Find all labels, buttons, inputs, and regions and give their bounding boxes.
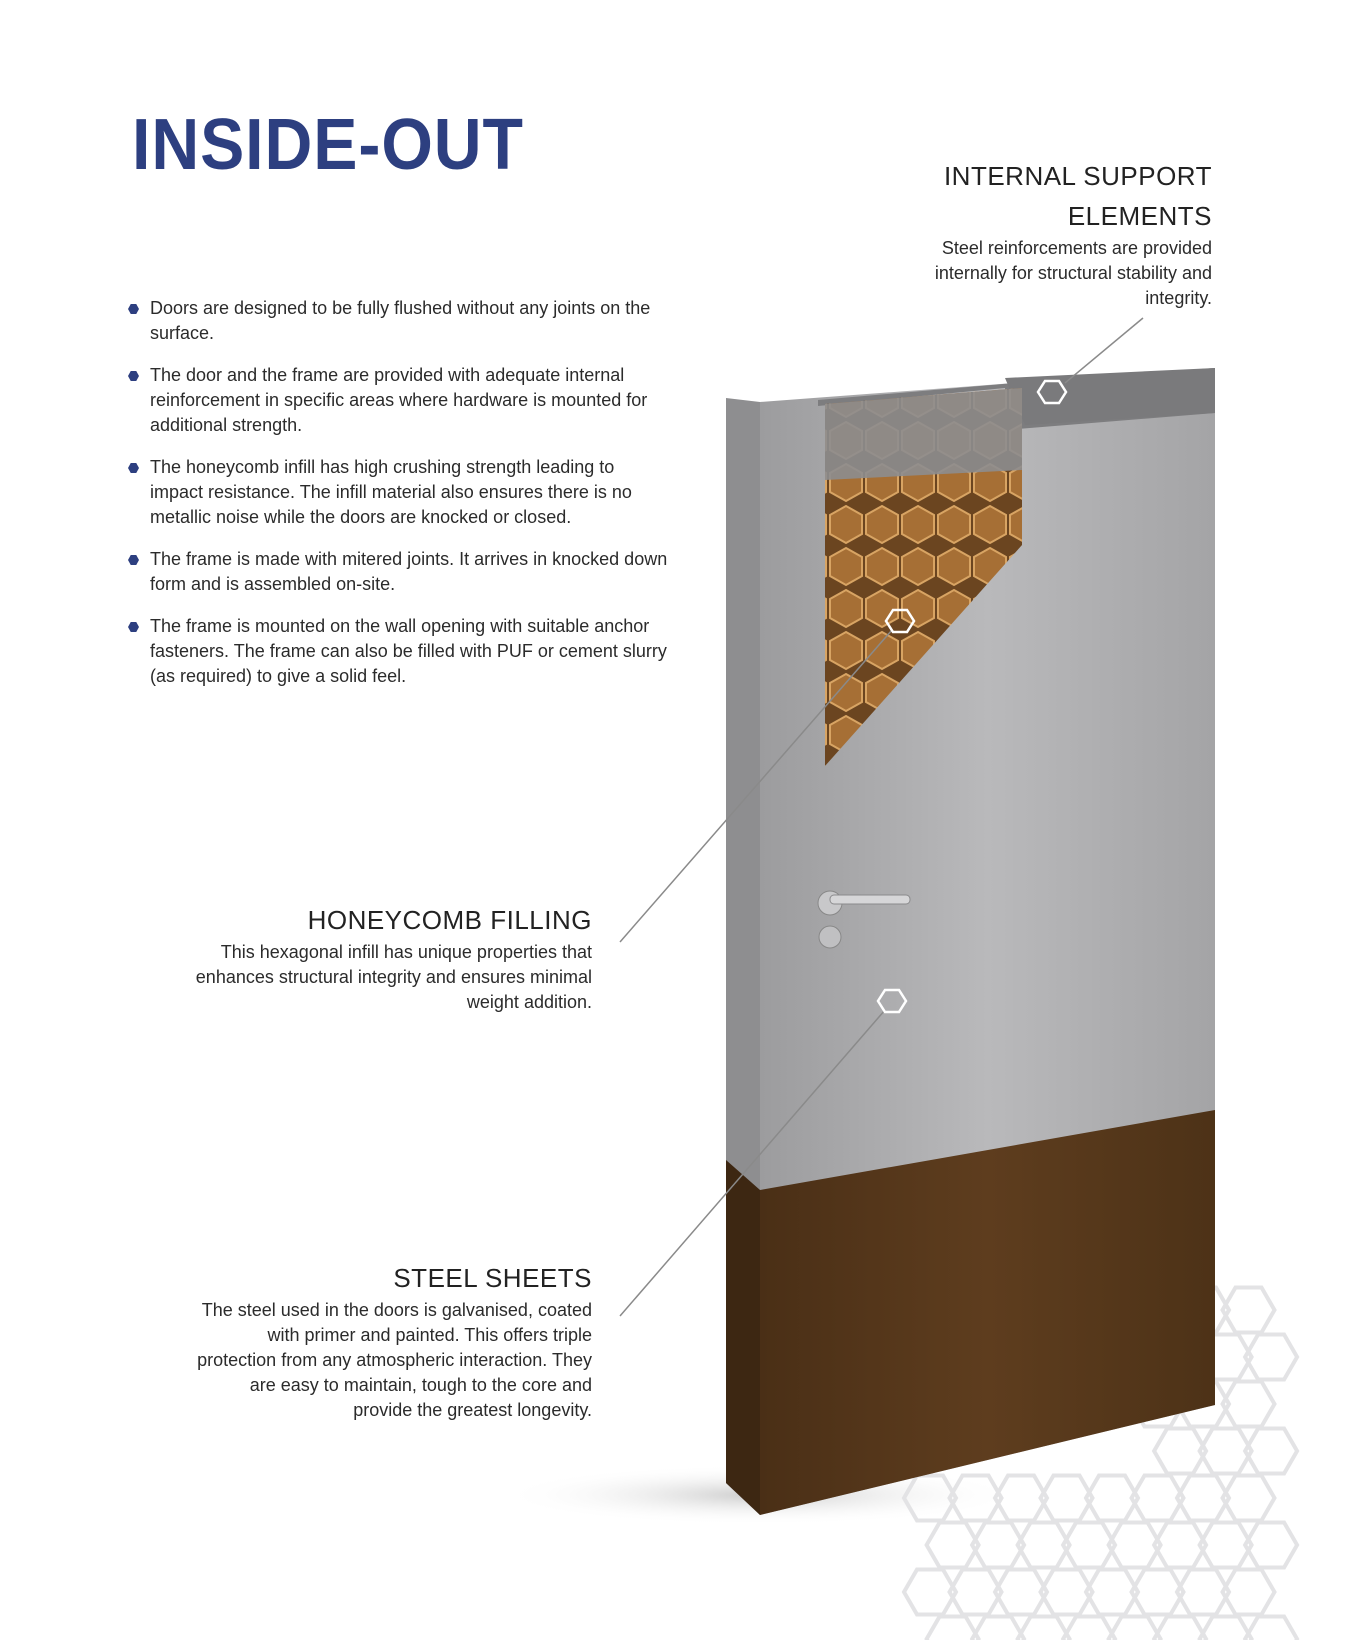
callout-text: This hexagonal infill has unique properties that enhances structural integrity and ensures minimal weight addition. <box>195 942 592 1012</box>
callout-heading: INTERNAL SUPPORT ELEMENTS <box>943 161 1212 231</box>
list-item: The frame is mounted on the wall opening with suitable anchor fasteners. The frame can also be filled with PUF or cement slurry (as required) to give a solid feel. <box>128 614 668 689</box>
feature-list <box>128 296 668 706</box>
background-hexagon <box>1200 1617 1252 1640</box>
hexagon-bullet-icon <box>128 463 139 473</box>
hexagon-bullet-icon <box>128 304 139 314</box>
callout-heading: HONEYCOMB FILLING <box>307 905 592 935</box>
background-hexagon <box>927 1617 979 1640</box>
list-item: The door and the frame are provided with adequate internal reinforcement in specific areas where hardware is mounted for additional strength. <box>128 363 668 438</box>
callout-honeycomb <box>192 900 592 1015</box>
background-hexagon <box>1018 1617 1070 1640</box>
list-item: The honeycomb infill has high crushing strength leading to impact resistance. The infill material also ensures there is no metallic noise while the doors are knocked or closed. <box>128 455 668 530</box>
list-item: Doors are designed to be fully flushed without any joints on the surface. <box>128 296 668 346</box>
hexagon-bullet-icon <box>128 371 139 381</box>
hexagon-bullet-icon <box>128 622 139 632</box>
page-title: INSIDE-OUT <box>132 105 524 185</box>
background-hexagon <box>1109 1617 1161 1640</box>
background-hexagon <box>1245 1617 1297 1640</box>
list-item: The frame is made with mitered joints. It arrives in knocked down form and is assembled on-site. <box>128 547 668 597</box>
background-hexagon <box>1063 1617 1115 1640</box>
callout-heading: STEEL SHEETS <box>393 1263 592 1293</box>
callout-internal-support <box>872 156 1212 311</box>
hexagon-bullet-icon <box>128 555 139 565</box>
callout-text: The steel used in the doors is galvanised, coated with primer and painted. This offers triple protection from any atmospheric interaction. They are easy to maintain, tough to the core and provide the greatest longevity. <box>197 1300 592 1420</box>
background-hexagon <box>1154 1617 1206 1640</box>
callout-steel-sheets <box>192 1258 592 1423</box>
callout-text: Steel reinforcements are provided internally for structural stability and integrity. <box>934 238 1212 308</box>
background-hexagon <box>972 1617 1024 1640</box>
